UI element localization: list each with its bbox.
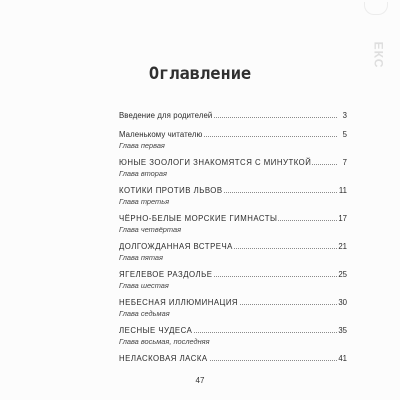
toc-entry-page: 11 — [338, 186, 347, 195]
toc-entry-title: КОТИКИ ПРОТИВ ЛЬВОВ — [119, 186, 223, 195]
toc-entry-little-reader — [119, 122, 347, 141]
toc-chapter-7 — [119, 309, 347, 337]
toc-entry-title: НЕБЕСНАЯ ИЛЛЮМИНАЦИЯ — [119, 298, 239, 307]
toc-chapter-5 — [119, 253, 347, 281]
toc-entry-page: 5 — [342, 130, 347, 139]
chapter-label: Глава восьмая, последняя — [119, 337, 210, 346]
toc-entry-page: 30 — [338, 298, 347, 307]
toc-entry-page: 21 — [338, 242, 347, 251]
toc-entry-page: 41 — [338, 354, 347, 363]
toc-entry-title: ЮНЫЕ ЗООЛОГИ ЗНАКОМЯТСЯ С МИНУТКОЙ — [119, 158, 312, 167]
toc-entry-title: Введение для родителей — [119, 111, 213, 120]
chapter-label: Глава четвёртая — [119, 225, 182, 234]
toc-entry-title: ЛЕСНЫЕ ЧУДЕСА — [119, 326, 193, 335]
chapter-label: Глава первая — [119, 141, 165, 150]
toc-entry-page: 35 — [338, 326, 347, 335]
toc-chapter-1 — [119, 141, 347, 169]
side-watermark: ЕКС — [371, 41, 386, 69]
toc-entry — [119, 290, 347, 309]
toc-entry — [119, 318, 347, 337]
toc-entry-title: ДОЛГОЖДАННАЯ ВСТРЕЧА — [119, 242, 233, 251]
toc-entry-title: ЧЁРНО-БЕЛЫЕ МОРСКИЕ ГИМНАСТЫ — [119, 214, 278, 223]
toc-entry — [119, 262, 347, 281]
toc-entry — [119, 150, 347, 169]
toc-entry-title: НЕЛАСКОВАЯ ЛАСКА — [119, 354, 208, 363]
chapter-label: Глава пятая — [119, 253, 163, 262]
toc-entry-page: 3 — [342, 111, 347, 120]
toc-entry-page: 17 — [338, 214, 347, 223]
toc-chapter-3 — [119, 197, 347, 225]
chapter-label: Глава вторая — [119, 169, 167, 178]
toc-entry-page: 25 — [338, 270, 347, 279]
corner-mark — [364, 2, 388, 15]
toc-entry-title: Маленькому читателю — [119, 130, 203, 139]
toc-entry-title: ЯГЕЛЕВОЕ РАЗДОЛЬЕ — [119, 270, 213, 279]
toc-chapter-4 — [119, 225, 347, 253]
chapter-label: Глава шестая — [119, 281, 169, 290]
toc-entry-intro-parents — [119, 103, 347, 122]
toc-chapter-2 — [119, 169, 347, 197]
toc-chapter-6 — [119, 281, 347, 309]
toc-entry — [119, 178, 347, 197]
toc-entry — [119, 234, 347, 253]
chapter-label: Глава третья — [119, 197, 170, 206]
toc-entry — [119, 346, 347, 365]
page-number: 47 — [195, 376, 205, 385]
chapter-label: Глава седьмая — [119, 309, 170, 318]
toc-entry-page: 7 — [342, 158, 347, 167]
table-of-contents — [119, 103, 347, 365]
page-title: Оглавление — [148, 64, 252, 84]
toc-entry — [119, 206, 347, 225]
toc-chapter-8 — [119, 337, 347, 365]
